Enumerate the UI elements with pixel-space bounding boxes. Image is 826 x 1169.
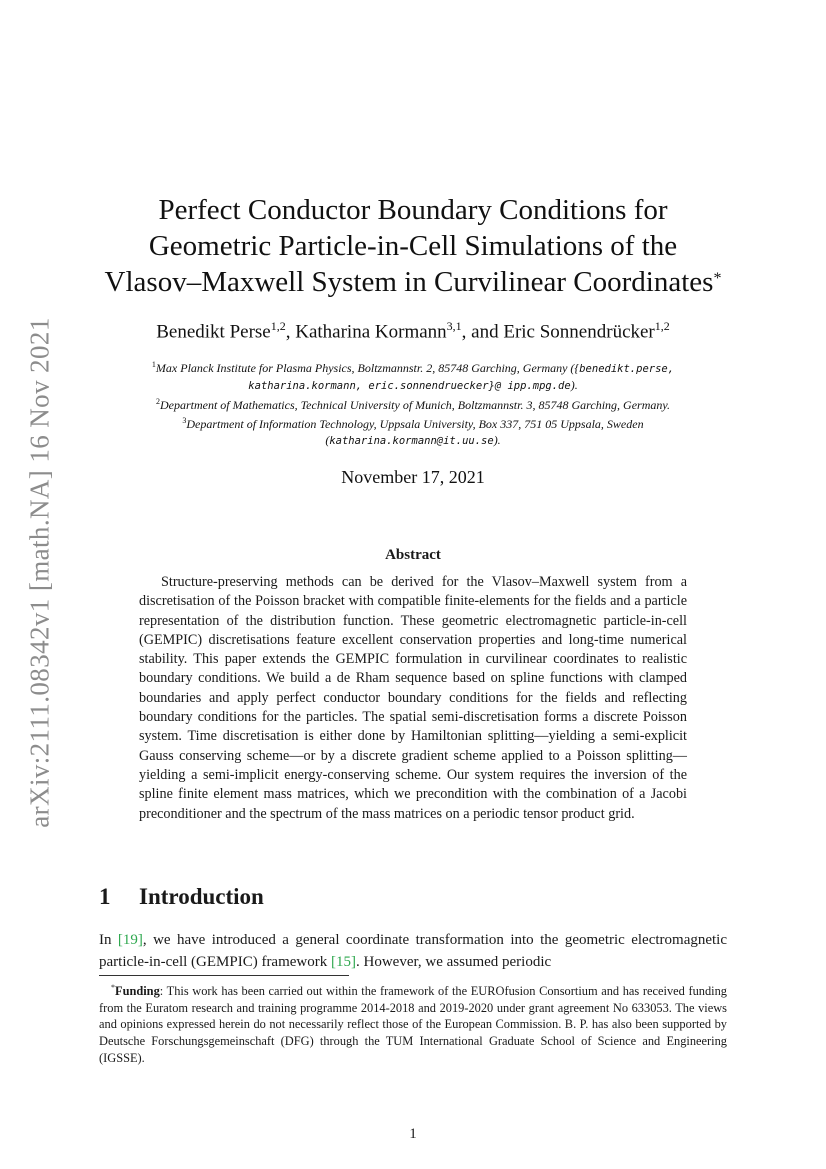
title-line-1: Perfect Conductor Boundary Conditions for xyxy=(158,194,668,226)
paren: ( xyxy=(325,433,330,447)
page-number: 1 xyxy=(409,1126,417,1142)
arxiv-watermark xyxy=(20,310,60,835)
author-affil-sup: 3,1 xyxy=(446,319,462,333)
affiliation-1 xyxy=(90,357,736,377)
abstract-body: Structure-preserving methods can be derived for the Vlasov–Maxwell system from a discretisation of the Poisson bracket with compatible finite-elements for the fields and a particle representation of the distribution function. These geometric electromagnetic particle-in-cell (GEMPIC) discretisations feature excellent conservation properties and long-time numerical stability. This paper extends the GEMPIC formulation in curvilinear coordinates to realistic boundary conditions. We build a de Rham sequence based on spline functions with clamped boundaries and apply perfect conductor boundary conditions for the fields and reflecting boundary conditions for the particles. The spatial semi-discretisation forms a discrete Poisson system. Time discretisation is either done by Hamiltonian splitting—yielding a semi-explicit Gauss conserving scheme—or by a discrete gradient scheme applied to a Poisson splitting—yielding a semi-implicit energy-conserving scheme. Our system requires the inversion of the spline finite element mass matrices, which we precondition with the combination of a Jacobi preconditioner and the spectrum of the mass matrices on a periodic tensor product grid. xyxy=(139,574,687,822)
arxiv-id: arXiv:2111.08342v1 [math.NA] 16 Nov 2021 xyxy=(24,317,55,828)
affiliation-3-email xyxy=(90,432,736,449)
author-sep: , xyxy=(285,321,296,343)
title-line-3 xyxy=(60,264,766,300)
email: benedikt.perse, xyxy=(579,363,675,375)
author-affil-sup: 1,2 xyxy=(654,319,670,333)
affil-text: Max Planck Institute for Plasma Physics, Boltzmannstr. 2, 85748 Garching, Germany ({ xyxy=(155,361,580,375)
affiliation-2 xyxy=(90,394,736,413)
publication-date: November 17, 2021 xyxy=(341,467,485,487)
affil-sup: 3 xyxy=(182,416,187,425)
section-heading xyxy=(99,884,264,910)
citation-link[interactable]: [19] xyxy=(117,932,143,948)
email-domain: }@ ipp.mpg.de xyxy=(488,380,571,392)
intro-text: . However, we assumed periodic xyxy=(356,954,552,970)
section-number: 1 xyxy=(99,884,111,909)
title-line-2: Geometric Particle-in-Cell Simulations of the xyxy=(148,230,678,262)
intro-text: , we have introduced a general coordinate transformation into the geometric electromagnetic particle-in-cell (GEMPIC) framework xyxy=(99,932,728,970)
affil-sup: 1 xyxy=(151,360,156,369)
paper-title xyxy=(60,192,766,300)
author-list xyxy=(60,319,766,343)
affil-text: Department of Information Technology, Uppsala University, Box 337, 751 05 Uppsala, Sweden xyxy=(186,417,644,431)
author-name: Eric Sonnendrücker xyxy=(503,321,655,343)
affil-text: Department of Mathematics, Technical University of Munich, Boltzmannstr. 3, 85748 Garching, Germany. xyxy=(159,398,671,412)
footnote-mark: * xyxy=(111,983,115,992)
email: katharina.kormann, eric.sonnendruecker xyxy=(248,380,489,392)
citation-link[interactable]: [15] xyxy=(331,954,356,970)
affiliations xyxy=(90,357,736,449)
author-sep: , and xyxy=(461,321,504,343)
intro-text: In xyxy=(99,932,118,948)
footnote-text: : This work has been carried out within the framework of the EUROfusion Consortium and has received funding from the Euratom research and training programme 2014-2018 and 2019-2020 under grant agreement No 633053. The views and opinions expressed herein do not necessarily reflect those of the European Commission. B. P. has also been supported by Deutsche Forschungsgemeinschaft (DFG) through the TUM International Graduate School of Science and Engineering (IGSSE). xyxy=(99,984,727,1065)
section-title: Introduction xyxy=(139,884,264,909)
affil-sup: 2 xyxy=(155,397,160,406)
affil-end: ). xyxy=(570,378,578,392)
paren: ). xyxy=(493,433,501,447)
email: katharina.kormann@it.uu.se xyxy=(329,435,494,447)
title-line-3-text: Vlasov–Maxwell System in Curvilinear Coordinates xyxy=(104,266,714,298)
affiliation-1-cont xyxy=(90,377,736,394)
author-affil-sup: 1,2 xyxy=(270,319,286,333)
author-name: Benedikt Perse xyxy=(156,321,271,343)
footnote-rule xyxy=(99,975,349,976)
intro-paragraph xyxy=(99,929,727,973)
footnote-label: Funding xyxy=(115,984,160,999)
affiliation-3 xyxy=(90,413,736,432)
abstract-heading: Abstract xyxy=(385,547,441,563)
title-footnote-mark: * xyxy=(713,270,722,287)
funding-footnote xyxy=(99,980,727,1066)
author-name: Katharina Kormann xyxy=(295,321,447,343)
